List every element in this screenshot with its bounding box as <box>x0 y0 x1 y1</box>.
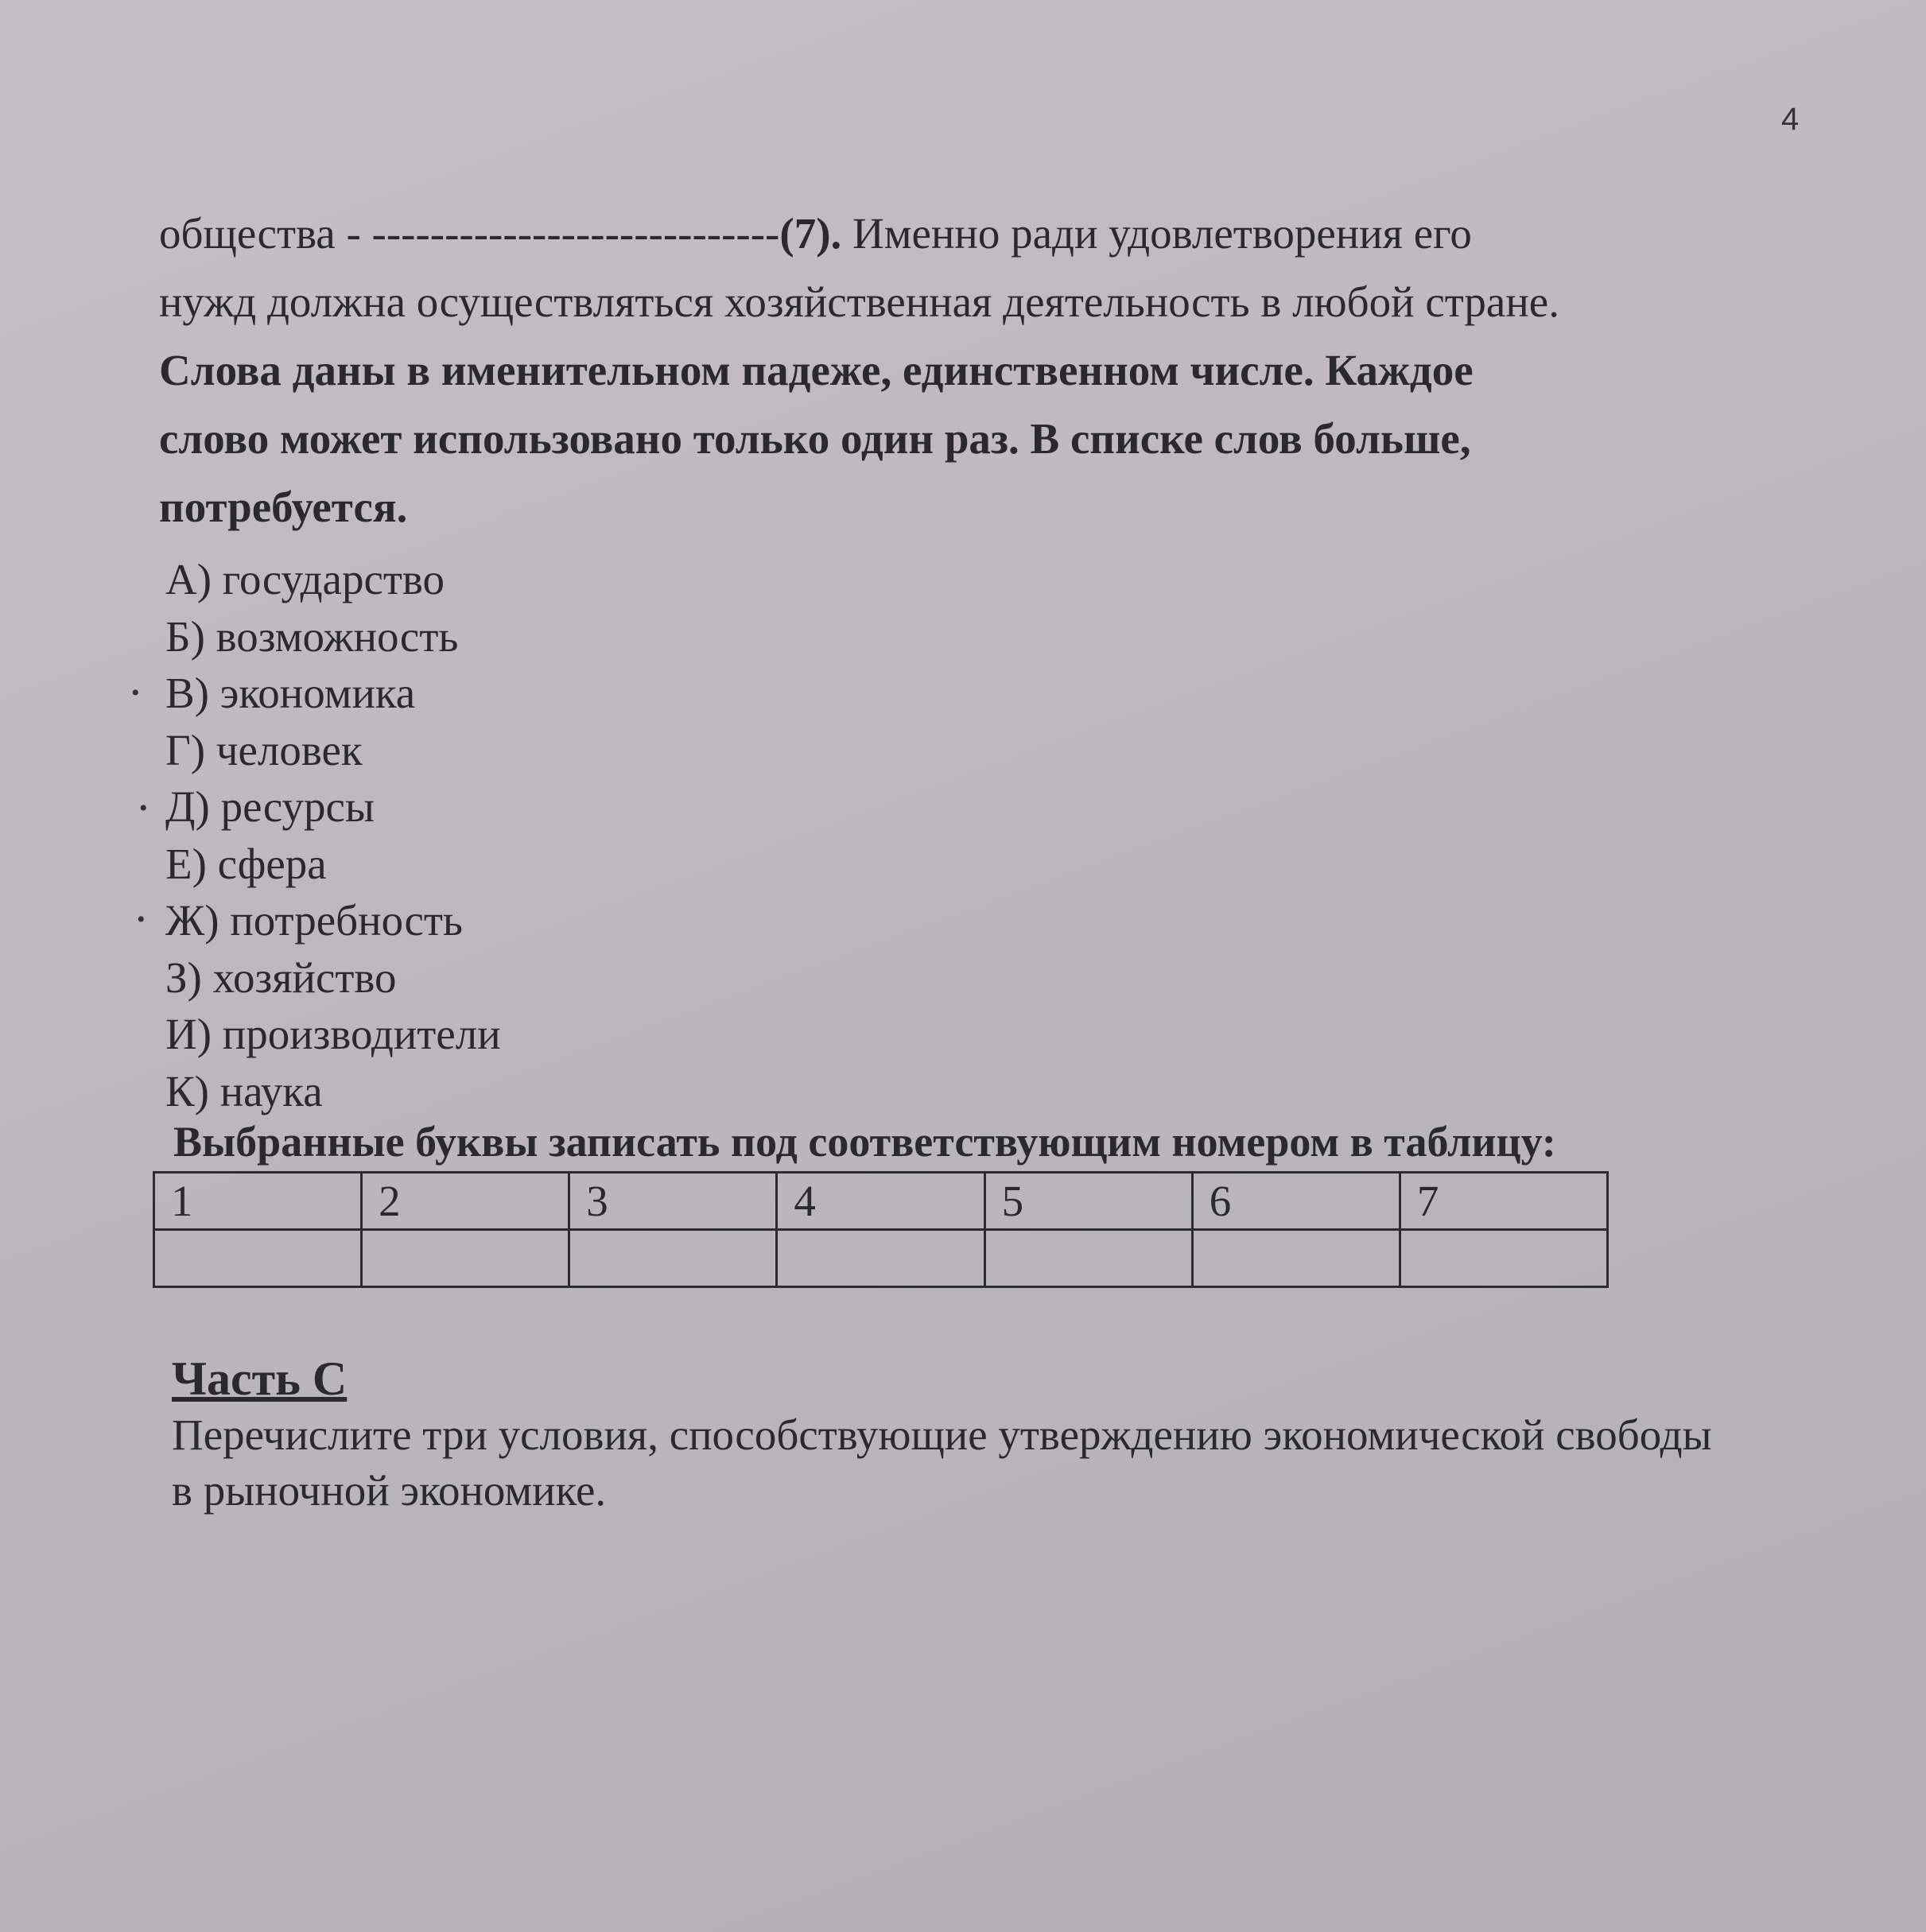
answer-table-header-cell: 2 <box>362 1173 569 1230</box>
text-line-1-end: Именно ради удовлетворения его <box>841 209 1472 258</box>
word-options-list <box>165 551 501 1119</box>
instruction-note-line-2: слово может использовано только один раз. В списке слов больше, <box>159 414 1471 463</box>
answer-table-header-cell: 5 <box>984 1173 1192 1230</box>
option-zh: Ж) потребность <box>165 896 463 945</box>
answer-cell <box>777 1230 984 1287</box>
answer-cell <box>1400 1230 1607 1287</box>
answer-table-header-cell: 3 <box>569 1173 777 1230</box>
text-line-2-content: нужд должна осуществляться хозяйственная деятельность в любой стране. <box>159 277 1559 326</box>
option-a: А) государство <box>165 555 445 603</box>
answer-table-header-cell: 1 <box>154 1173 362 1230</box>
option-d: Д) ресурсы <box>165 782 375 831</box>
pen-mark-1: • <box>131 680 140 706</box>
answer-cell <box>362 1230 569 1287</box>
pen-mark-3: • <box>137 906 146 933</box>
option-i: И) производители <box>165 1010 501 1058</box>
text-line-2 <box>159 277 1559 327</box>
table-instruction: Выбранные буквы записать под соответствующим номером в таблицу: <box>173 1118 1556 1166</box>
option-b: Б) возможность <box>165 611 459 661</box>
part-c-task: Перечислите три условия, способствующие утверждению экономической свободы в рыночной экономике. <box>172 1410 1712 1515</box>
answer-cell <box>984 1230 1192 1287</box>
option-k: К) наука <box>165 1066 323 1115</box>
answer-table-answer-row <box>154 1230 1608 1287</box>
answer-cell <box>569 1230 777 1287</box>
instruction-note-line-3: потребуется. <box>159 483 408 531</box>
gap-number-7: (7). <box>779 209 842 258</box>
answer-cell <box>1192 1230 1400 1287</box>
answer-table-header-row <box>154 1173 1608 1230</box>
answer-cell <box>154 1230 362 1287</box>
text-line-1-start: общества - ---------------------------- <box>159 209 780 258</box>
option-g: Г) человек <box>165 725 363 774</box>
option-z: З) хозяйство <box>165 952 397 1002</box>
page-number: 4 <box>1781 102 1800 137</box>
pen-mark-2: • <box>139 795 148 821</box>
answer-table <box>153 1171 1609 1288</box>
option-v: В) экономика <box>165 669 416 717</box>
answer-table-header-cell: 4 <box>777 1173 984 1230</box>
answer-table-header-cell: 6 <box>1192 1173 1400 1230</box>
option-e: Е) сфера <box>165 839 327 888</box>
instruction-note-line-1: Слова даны в именительном падеже, единственном числе. Каждое <box>159 346 1474 394</box>
answer-table-header-cell: 7 <box>1400 1173 1607 1230</box>
part-c-title: Часть С <box>172 1352 348 1405</box>
text-line-1 <box>159 208 1472 258</box>
